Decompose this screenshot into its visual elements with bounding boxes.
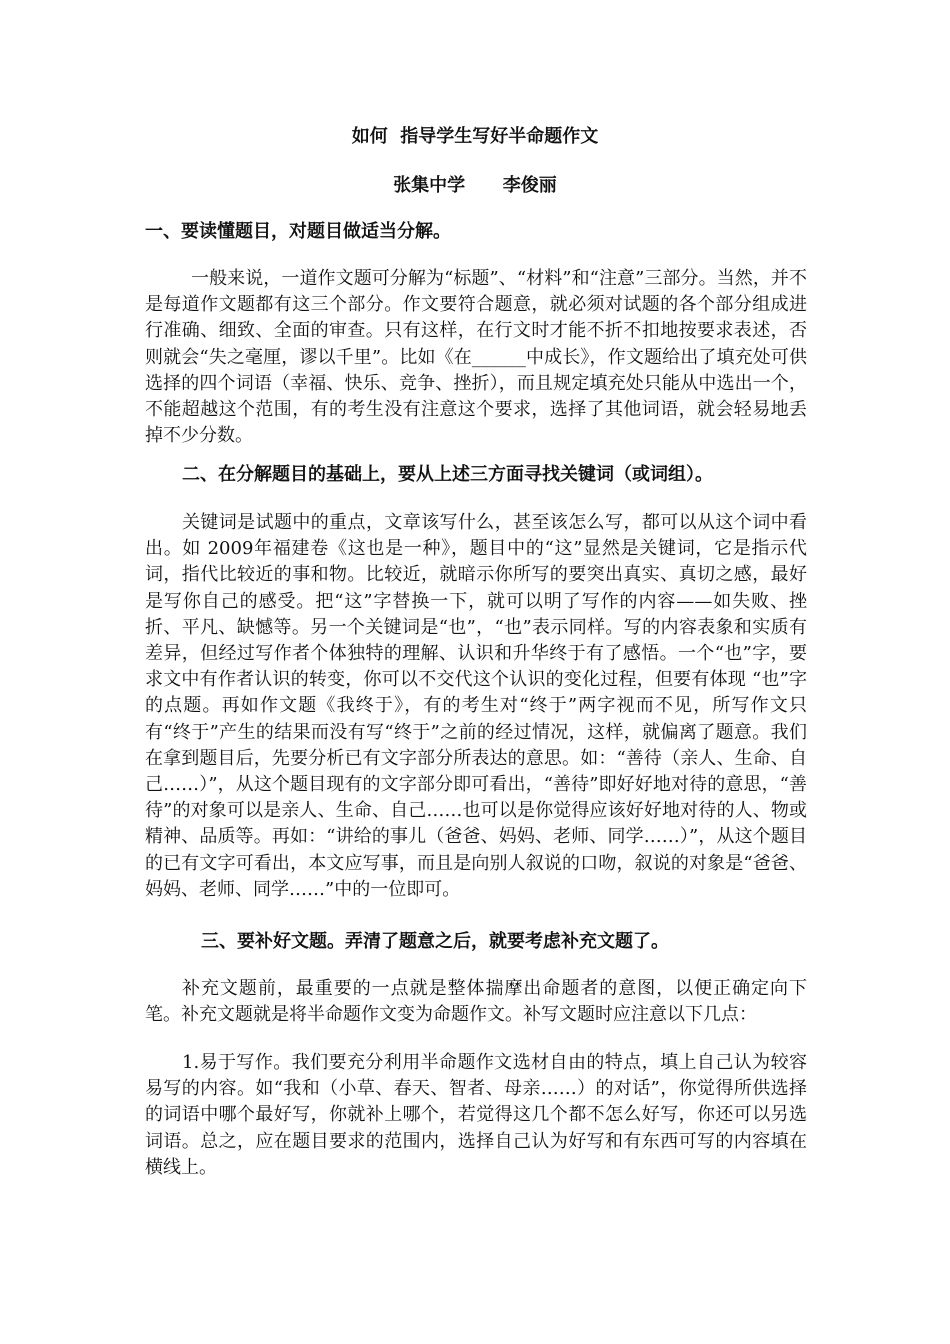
section-heading-3: 三、要补好文题。弄清了题意之后，就要考虑补充文题了。 <box>201 931 669 952</box>
document-title: 如何 指导学生写好半命题作文 <box>351 126 599 147</box>
section-3-paragraph-1: 补充文题前，最重要的一点就是整体揣摩出命题者的意图，以便正确定向下笔。补充文题就是将半命题作文变为命题作文。补写文题时应注意以下几点： <box>145 978 807 1026</box>
section-heading-1: 一、要读懂题目，对题目做适当分解。 <box>145 221 451 242</box>
author-line: 张集中学 李俊丽 <box>393 175 557 196</box>
section-heading-2: 二、在分解题目的基础上，要从上述三方面寻找关键词（或词组）。 <box>182 464 713 485</box>
section-2-paragraph-1: 关键词是试题中的重点，文章该写什么，甚至该怎么写，都可以从这个词中看出。如 2009年福建卷《这也是一种》，题目中的“这”显然是关键词，它是指示代词，指代比较近的事和物。比较近，就暗示你所写的要突出真实、真切之感，最好是写你自己的感受。把“这”字替换一下，就可以明了写作的内容——如失败、挫折、平凡、缺憾等。另一个关键词是“也”，“也”表示同样。写的内容表象和实质有差异，但经过写作者个体独特的理解、认识和升华终于有了感悟。一个“也”字，要求文中有作者认识的转变，你可以不交代这个认识的变化过程，但要有体现 “也”字的点题。再如作文题《我终于》，有的考生对“终于”两字视而不见，所写作文只有“终于”产生的结果而没有写“终于”之前的经过情况，这样，就偏离了题意。我们在拿到题目后，先要分析已有文字部分所表达的意思。如：“善待（亲人、生命、自己……）”，从这个题目现有的文字部分即可看出，“善待”即好好地对待的意思，“善待”的对象可以是亲人、生命、自己……也可以是你觉得应该好好地对待的人、物或精神、品质等。再如：“讲给的事儿（爸爸、妈妈、老师、同学……）”，从这个题目的已有文字可看出，本文应写事，而且是向别人叙说的口吻，叙说的对象是“爸爸、妈妈、老师、同学……”中的一位即可。 <box>145 512 807 900</box>
section-1-paragraph-1: 一般来说，一道作文题可分解为“标题”、“材料”和“注意”三部分。当然，并不是每道作文题都有这三个部分。作文要符合题意，就必须对试题的各个部分组成进行准确、细致、全面的审查。只有这样，在行文时才能不折不扣地按要求表述，否则就会“失之毫厘，谬以千里”。比如《在______中成长》，作文题给出了填充处可供选择的四个词语（幸福、快乐、竞争、挫折），而且规定填充处只能从中选出一个，不能超越这个范围，有的考生没有注意这个要求，选择了其他词语，就会轻易地丢掉不少分数。 <box>145 268 807 447</box>
section-3-paragraph-2: 1.易于写作。我们要充分利用半命题作文选材自由的特点，填上自己认为较容易写的内容。如“我和（小草、春天、智者、母亲……）的对话”，你觉得所供选择的词语中哪个最好写，你就补上哪个，若觉得这几个都不怎么好写，你还可以另选词语。总之，应在题目要求的范围内，选择自己认为好写和有东西可写的内容填在横线上。 <box>145 1052 807 1178</box>
